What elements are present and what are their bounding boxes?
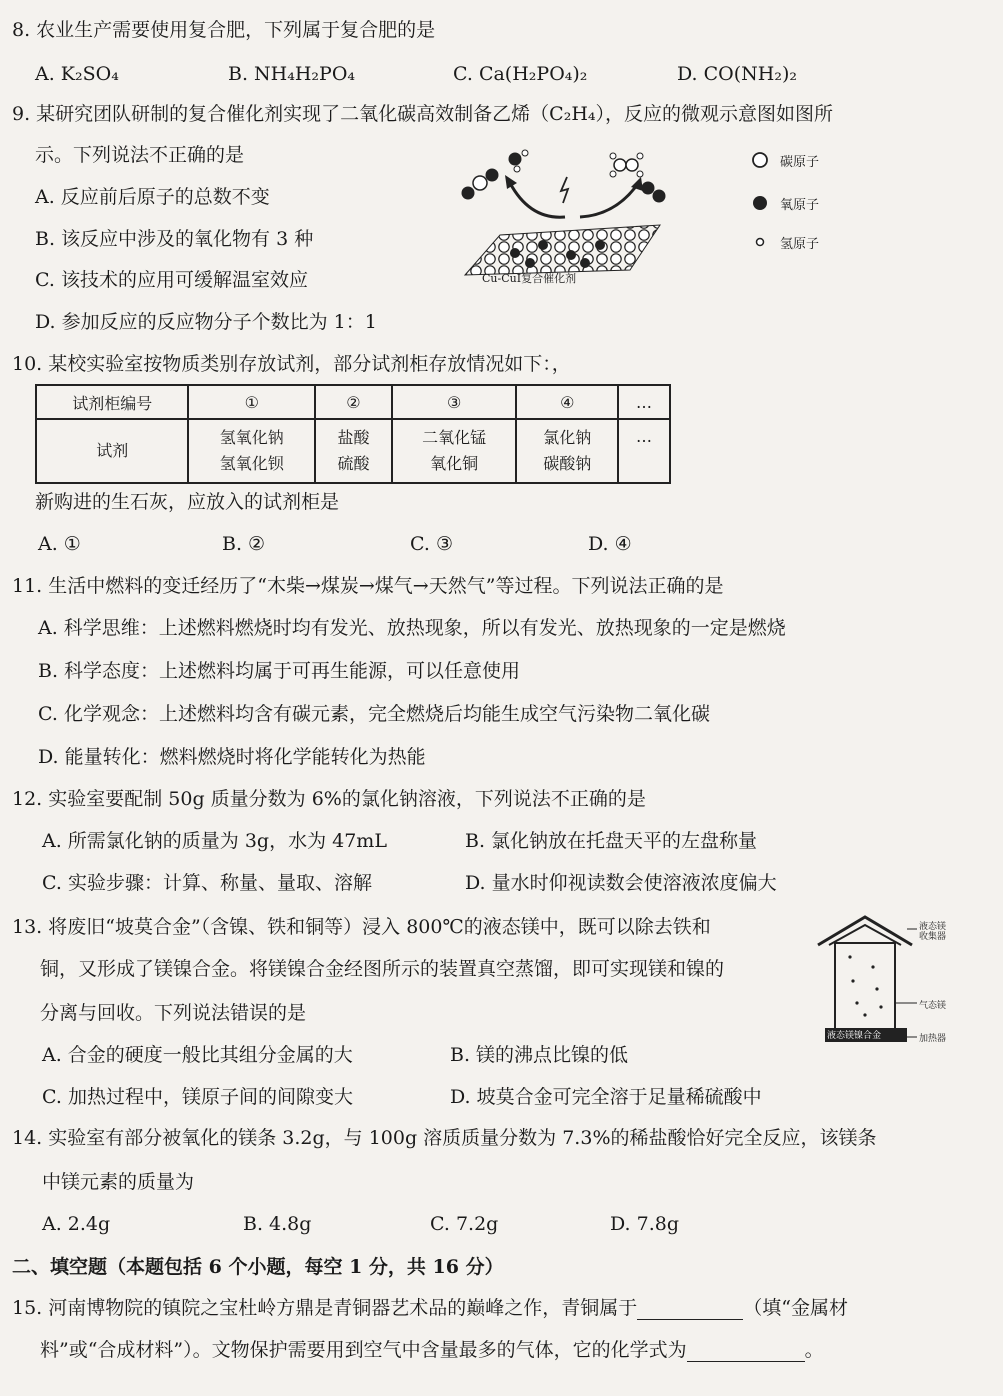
q12-option-d: D. 量水时仰视读数会使溶液浓度偏大: [465, 872, 777, 894]
q9-option-c: C. 该技术的应用可缓解温室效应: [35, 269, 308, 291]
reagent: 盐酸: [337, 428, 370, 447]
q9-option-d: D. 参加反应的反应物分子个数比为 1：1: [35, 311, 377, 333]
cabinet-more: …: [618, 385, 670, 419]
catalyst-label: Cu-CuI复合催化剂: [482, 272, 577, 285]
heater-label: 加热器: [919, 1034, 947, 1044]
q14-option-a: A. 2.4g: [42, 1213, 111, 1235]
q12-option-a: A. 所需氯化钠的质量为 3g，水为 47mL: [42, 830, 387, 852]
q15-line2-text: 料”或“合成材料”）。文物保护需要用到空气中含量最多的气体，它的化学式为: [40, 1339, 687, 1361]
q10-option-b: B. ②: [222, 533, 266, 555]
liquid-alloy-label: 液态镁镍合金: [827, 1031, 882, 1041]
q14-stem-line1: 14. 实验室有部分被氧化的镁条 3.2g，与 100g 溶质质量分数为 7.3%的稀盐酸恰好完全反应，该镁条: [12, 1127, 877, 1149]
oxygen-atom-icon: [753, 196, 767, 210]
reagent: …: [636, 427, 653, 446]
c2h4-molecule: [610, 153, 643, 177]
table-cell: [516, 419, 618, 483]
q15-line1-tail: （填“金属材: [743, 1297, 848, 1319]
atom-legend-icons: [750, 150, 772, 250]
q13-option-c: C. 加热过程中，镁原子间的间隙变大: [42, 1086, 353, 1108]
q11-option-c: C. 化学观念：上述燃料均含有碳元素，完全燃烧后均能生成空气污染物二氧化碳: [38, 703, 710, 725]
q15-answer-blank-2[interactable]: [687, 1343, 805, 1362]
q8-option-b: B. NH₄H₂PO₄: [228, 63, 356, 85]
table-header-label: 试剂柜编号: [36, 385, 188, 419]
o2-molecule: [642, 182, 666, 203]
q13-option-a: A. 合金的硬度一般比其组分金属的大: [42, 1044, 353, 1066]
reagent: 氯化钠: [543, 428, 592, 447]
q9-option-a: A. 反应前后原子的总数不变: [35, 186, 270, 208]
reagent: 二氧化锰: [422, 428, 487, 447]
q9-stem-line1: 9. 某研究团队研制的复合催化剂实现了二氧化碳高效制备乙烯（C₂H₄），反应的微观示意图如图所: [12, 103, 834, 125]
section2-title: 二、填空题（本题包括 6 个小题，每空 1 分，共 16 分）: [12, 1256, 504, 1278]
q15-line2-tail: 。: [804, 1339, 824, 1361]
q10-option-a: A. ①: [38, 533, 81, 555]
q12-option-c: C. 实验步骤：计算、称量、量取、溶解: [42, 872, 372, 894]
table-row: [36, 419, 670, 483]
cabinet-2: ②: [315, 385, 392, 419]
q11-stem: 11. 生活中燃料的变迁经历了“木柴→煤炭→煤气→天然气”等过程。下列说法正确的是: [12, 575, 724, 597]
gas-mg-label: 气态镁: [919, 1001, 947, 1011]
q11-option-a: A. 科学思维：上述燃料燃烧时均有发光、放热现象，所以有发光、放热现象的一定是燃烧: [38, 617, 786, 639]
carbon-atom-icon: [753, 153, 767, 167]
table-cell: [315, 419, 392, 483]
q15-line1-text: 15. 河南博物院的镇院之宝杜岭方鼎是青铜器艺术品的巅峰之作，青铜属于: [12, 1297, 638, 1319]
catalyst-surface: [465, 225, 660, 275]
table-cell: [618, 419, 670, 483]
q14-option-d: D. 7.8g: [610, 1213, 680, 1235]
q13-stem-line2: 铜，又形成了镁镍合金。将镁镍合金经图所示的装置真空蒸馏，即可实现镁和镍的: [40, 958, 725, 980]
reaction-arrow-in: [510, 183, 565, 217]
legend-hydrogen: 氢原子: [780, 237, 820, 252]
q8-option-c: C. Ca(H₂PO₄)₂: [453, 63, 588, 85]
reagent: 氧化铜: [430, 454, 479, 473]
q13-option-d: D. 坡莫合金可完全溶于足量稀硫酸中: [450, 1086, 762, 1108]
cabinet-1: ①: [188, 385, 315, 419]
cabinet-3: ③: [392, 385, 517, 419]
reagent: 碳酸钠: [543, 454, 592, 473]
q14-option-c: C. 7.2g: [430, 1213, 499, 1235]
table-row-label: 试剂: [36, 419, 188, 483]
q11-option-d: D. 能量转化：燃料燃烧时将化学能转化为热能: [38, 746, 426, 768]
legend-oxygen: 氧原子: [780, 198, 820, 213]
table-cell: [188, 419, 315, 483]
q12-option-b: B. 氯化钠放在托盘天平的左盘称量: [465, 830, 758, 852]
q10-option-d: D. ④: [588, 533, 632, 555]
q13-stem-line3: 分离与回收。下列说法错误的是: [40, 1002, 307, 1024]
reaction-diagram: [455, 145, 680, 290]
q15-answer-blank-1[interactable]: [637, 1301, 743, 1320]
q15-line1: [12, 1296, 848, 1320]
q10-question: 新购进的生石灰，应放入的试剂柜是: [35, 491, 340, 513]
h2o-molecule: [509, 150, 529, 172]
q9-stem-line2: 示。下列说法不正确的是: [35, 144, 245, 166]
q10-option-c: C. ③: [410, 533, 453, 555]
reaction-arrow-out: [580, 185, 637, 217]
q8-option-a: A. K₂SO₄: [35, 63, 119, 85]
q13-stem-line1: 13. 将废旧“坡莫合金”（含镍、铁和铜等）浸入 800℃的液态镁中，既可以除去铁和: [12, 916, 711, 938]
q11-option-b: B. 科学态度：上述燃料均属于可再生能源，可以任意使用: [38, 660, 521, 682]
reagent: 硫酸: [337, 454, 370, 473]
cabinet-4: ④: [516, 385, 618, 419]
table-cell: [392, 419, 517, 483]
q14-stem-line2: 中镁元素的质量为: [42, 1171, 195, 1193]
hydrogen-atom-icon: [757, 239, 764, 246]
collector-roof: [818, 917, 912, 945]
q8-option-d: D. CO(NH₂)₂: [677, 63, 798, 85]
q9-option-b: B. 该反应中涉及的氧化物有 3 种: [35, 228, 314, 250]
q12-stem: 12. 实验室要配制 50g 质量分数为 6%的氯化钠溶液，下列说法不正确的是: [12, 788, 646, 810]
collector-label: 液态镁收集器: [919, 922, 947, 942]
q8-stem: 8. 农业生产需要使用复合肥，下列属于复合肥的是: [12, 19, 436, 41]
reagent-cabinet-table: [35, 384, 671, 484]
table-header-row: [36, 385, 670, 419]
q13-option-b: B. 镁的沸点比镍的低: [450, 1044, 629, 1066]
legend-carbon: 碳原子: [780, 155, 820, 170]
reagent: 氢氧化钡: [219, 454, 284, 473]
q14-option-b: B. 4.8g: [243, 1213, 312, 1235]
energy-bolt-icon: [561, 177, 568, 203]
reagent: 氢氧化钠: [219, 428, 284, 447]
q15-line2: [40, 1338, 824, 1362]
co2-molecule: [462, 169, 499, 200]
q10-stem: 10. 某校实验室按物质类别存放试剂，部分试剂柜存放情况如下：，: [12, 353, 571, 375]
